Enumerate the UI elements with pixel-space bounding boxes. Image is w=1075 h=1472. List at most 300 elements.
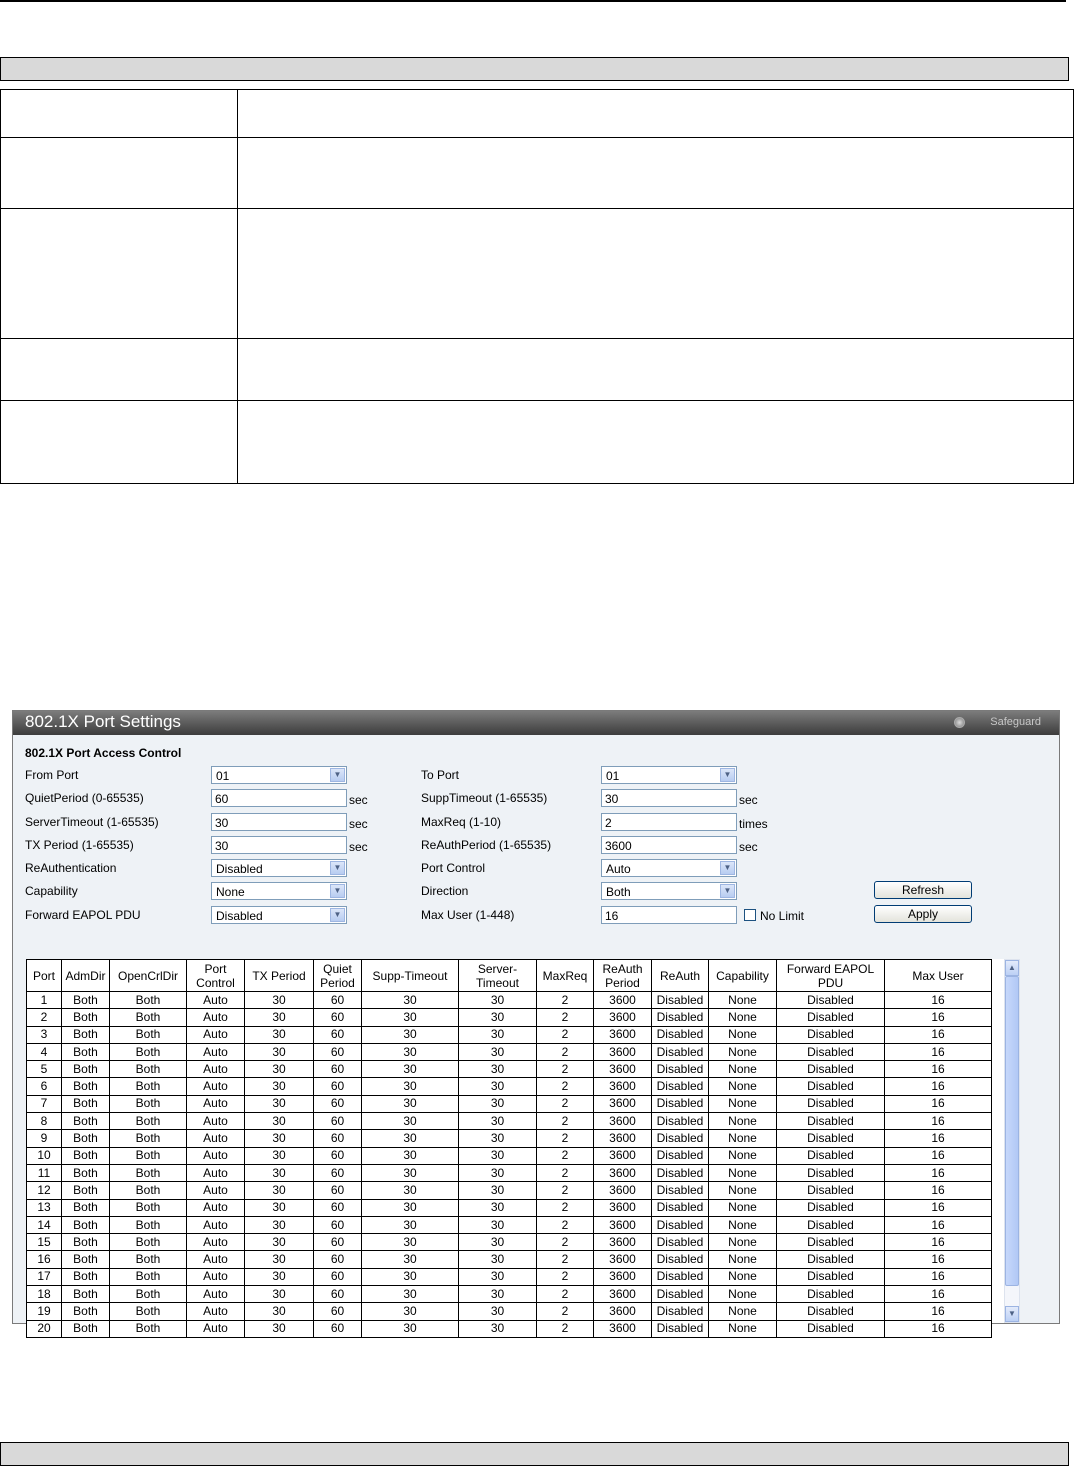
table-cell: Auto (187, 1303, 245, 1320)
table-cell: 15 (27, 1234, 62, 1251)
table-cell: Both (110, 1078, 187, 1095)
table-row[interactable] (27, 1320, 992, 1337)
table-cell: 2 (27, 1009, 62, 1026)
table-cell: Disabled (777, 1199, 885, 1216)
table-cell: Disabled (652, 1130, 709, 1147)
table-cell: Disabled (777, 1164, 885, 1181)
from-port-label: From Port (25, 768, 79, 782)
table-cell: 2 (537, 1320, 594, 1337)
table-cell: 11 (27, 1164, 62, 1181)
table-cell: 2 (537, 1061, 594, 1078)
table-cell: 3600 (594, 1251, 652, 1268)
table-cell: 30 (459, 1043, 537, 1060)
col-header: OpenCrlDir (110, 960, 187, 992)
table-cell: None (709, 1113, 777, 1130)
table-cell: 30 (459, 1130, 537, 1147)
scroll-down-icon[interactable]: ▼ (1005, 1306, 1019, 1322)
table-cell: 16 (885, 1147, 992, 1164)
table-cell: 30 (245, 1286, 314, 1303)
table-cell: Both (62, 1199, 110, 1216)
table-cell: Auto (187, 1199, 245, 1216)
table-cell: Both (62, 1251, 110, 1268)
table-cell: None (709, 992, 777, 1009)
table-cell: 30 (362, 1303, 459, 1320)
server-timeout-label: ServerTimeout (1-65535) (25, 815, 159, 829)
table-cell: Disabled (652, 1147, 709, 1164)
quiet-period-unit: sec (349, 793, 368, 807)
table-cell: None (709, 1251, 777, 1268)
table-cell: Both (110, 1009, 187, 1026)
forward-eapol-label: Forward EAPOL PDU (25, 908, 141, 922)
quiet-period-label: QuietPeriod (0-65535) (25, 791, 144, 805)
table-cell: Both (62, 1078, 110, 1095)
table-cell: 30 (245, 1061, 314, 1078)
table-cell: 3600 (594, 992, 652, 1009)
table-cell: 30 (362, 1095, 459, 1112)
table-cell: 30 (245, 1026, 314, 1043)
table-cell: Disabled (777, 1026, 885, 1043)
supp-timeout-input[interactable]: 30 (601, 789, 737, 807)
panel-body (14, 735, 1058, 1336)
reauth-period-input[interactable]: 3600 (601, 836, 737, 854)
table-cell: 16 (885, 1130, 992, 1147)
table-cell: Disabled (652, 1286, 709, 1303)
table-cell: Both (110, 1043, 187, 1060)
max-req-input[interactable]: 2 (601, 813, 737, 831)
table-cell: 30 (245, 1113, 314, 1130)
table-scrollbar[interactable] (1004, 959, 1020, 1323)
port-table (26, 959, 992, 1338)
table-cell: None (709, 1303, 777, 1320)
section-title: 802.1X Port Access Control (25, 746, 182, 760)
col-header: Port (27, 960, 62, 992)
table-cell: 30 (245, 1268, 314, 1285)
table-cell: Both (110, 1216, 187, 1233)
table-cell: Both (110, 1113, 187, 1130)
table-cell: Disabled (652, 1216, 709, 1233)
to-port-select[interactable]: 01 ▼ (601, 766, 737, 784)
table-cell: Both (62, 1182, 110, 1199)
table-cell: Disabled (777, 1182, 885, 1199)
table-cell: Disabled (652, 1234, 709, 1251)
supp-timeout-unit: sec (739, 793, 758, 807)
col-header: Port Control (187, 960, 245, 992)
table-cell: 16 (885, 1199, 992, 1216)
table-cell: None (709, 1164, 777, 1181)
table-cell: Both (110, 1182, 187, 1199)
max-user-input[interactable]: 16 (601, 906, 737, 924)
table-cell: Both (110, 1130, 187, 1147)
table-row[interactable] (27, 1009, 992, 1026)
bottom-header-bar (0, 1442, 1069, 1466)
port-settings-panel (12, 710, 1060, 1336)
table-cell: None (709, 1216, 777, 1233)
table-cell: 30 (459, 1199, 537, 1216)
table-row[interactable] (27, 1251, 992, 1268)
no-limit-label: No Limit (760, 909, 805, 923)
max-user-label: Max User (1-448) (421, 908, 515, 922)
table-cell: 2 (537, 1078, 594, 1095)
table-cell: 60 (314, 1078, 362, 1095)
table-cell: 30 (362, 1199, 459, 1216)
table-cell: Disabled (777, 1130, 885, 1147)
table-cell: Disabled (777, 1043, 885, 1060)
table-cell: 2 (537, 1268, 594, 1285)
table-cell: 30 (245, 1009, 314, 1026)
table-cell: 16 (885, 1043, 992, 1060)
table-cell: 16 (885, 1182, 992, 1199)
table-row[interactable] (27, 1182, 992, 1199)
table-cell: 3600 (594, 1147, 652, 1164)
table-cell: 30 (245, 1164, 314, 1181)
table-cell: 16 (27, 1251, 62, 1268)
col-header: MaxReq (537, 960, 594, 992)
table-cell: 3600 (594, 1026, 652, 1043)
table-cell: None (709, 1147, 777, 1164)
table-cell: 30 (362, 1026, 459, 1043)
table-cell: 16 (885, 1095, 992, 1112)
table-cell: 60 (314, 1095, 362, 1112)
to-port-label: To Port (421, 768, 460, 782)
table-row[interactable] (27, 1234, 992, 1251)
table-body (27, 992, 992, 1338)
table-cell: Auto (187, 1130, 245, 1147)
table-row[interactable] (27, 1147, 992, 1164)
table-cell: 60 (314, 1061, 362, 1078)
table-cell: 1 (27, 992, 62, 1009)
table-cell: Both (110, 1061, 187, 1078)
table-cell: 30 (459, 1113, 537, 1130)
table-row[interactable] (27, 1199, 992, 1216)
table-cell: Disabled (652, 1251, 709, 1268)
table-cell: 30 (245, 1251, 314, 1268)
table-cell: 60 (314, 1026, 362, 1043)
chevron-down-icon: ▼ (330, 884, 345, 898)
table-cell: 30 (245, 1234, 314, 1251)
table-cell: Disabled (652, 1320, 709, 1337)
table-cell: 2 (537, 992, 594, 1009)
direction-label: Direction (421, 884, 469, 898)
table-cell: Disabled (652, 1164, 709, 1181)
table-cell: Disabled (777, 1251, 885, 1268)
table-cell: 16 (885, 1286, 992, 1303)
table-cell: 30 (362, 1268, 459, 1285)
table-cell: Both (110, 1234, 187, 1251)
table-cell: Disabled (777, 1320, 885, 1337)
table-cell: Disabled (777, 1113, 885, 1130)
table-cell: 16 (885, 1234, 992, 1251)
table-cell: Auto (187, 1164, 245, 1181)
chevron-down-icon: ▼ (720, 884, 735, 898)
table-cell: 30 (459, 1216, 537, 1233)
table-cell: 2 (537, 1130, 594, 1147)
table-cell: 60 (314, 1303, 362, 1320)
table-cell: 6 (27, 1078, 62, 1095)
table-cell: 16 (885, 1303, 992, 1320)
table-cell: 2 (537, 1199, 594, 1216)
port-table-viewport (26, 959, 1004, 1336)
table-cell: Auto (187, 992, 245, 1009)
table-cell: 3600 (594, 1234, 652, 1251)
table-cell: 30 (459, 1286, 537, 1303)
chevron-down-icon: ▼ (720, 768, 735, 782)
table-cell: 3600 (594, 1199, 652, 1216)
table-cell: 14 (27, 1216, 62, 1233)
table-cell: 2 (537, 1164, 594, 1181)
reauth-period-unit: sec (739, 840, 758, 854)
table-cell: 3600 (594, 1303, 652, 1320)
table-cell: Both (110, 1164, 187, 1181)
table-cell: None (709, 1009, 777, 1026)
table-cell: Both (110, 1286, 187, 1303)
col-header: Capability (709, 960, 777, 992)
table-row[interactable] (27, 1164, 992, 1181)
table-cell: 16 (885, 1113, 992, 1130)
forward-eapol-select[interactable]: Disabled ▼ (211, 906, 347, 924)
table-cell: 60 (314, 1199, 362, 1216)
tx-period-input[interactable]: 30 (211, 836, 347, 854)
table-cell: 30 (362, 1251, 459, 1268)
table-cell: 30 (362, 1320, 459, 1337)
col-header: ReAuth (652, 960, 709, 992)
col-header: Server- Timeout (459, 960, 537, 992)
table-cell: 3600 (594, 1286, 652, 1303)
refresh-button[interactable]: Refresh (874, 881, 972, 899)
table-cell: Disabled (777, 1095, 885, 1112)
table-cell: 30 (362, 1216, 459, 1233)
max-req-unit: times (739, 817, 768, 831)
scroll-thumb[interactable] (1005, 976, 1019, 1286)
table-cell: Both (62, 1303, 110, 1320)
table-cell: Auto (187, 1234, 245, 1251)
table-row[interactable] (27, 1130, 992, 1147)
table-cell: 30 (459, 1009, 537, 1026)
col-header: Forward EAPOL PDU (777, 960, 885, 992)
panel-header (13, 711, 1059, 735)
table-row[interactable] (27, 1095, 992, 1112)
table-cell: 2 (537, 1234, 594, 1251)
table-cell: Both (110, 1199, 187, 1216)
table-cell: 30 (245, 1199, 314, 1216)
table-cell: Auto (187, 1043, 245, 1060)
table-cell: 30 (245, 1216, 314, 1233)
table-cell: 30 (362, 1164, 459, 1181)
table-cell: None (709, 1182, 777, 1199)
direction-select[interactable]: Both ▼ (601, 882, 737, 900)
table-row[interactable] (27, 1286, 992, 1303)
table-cell: 3600 (594, 1268, 652, 1285)
table-cell: Both (62, 1061, 110, 1078)
col-header: AdmDir (62, 960, 110, 992)
table-cell: Both (62, 1286, 110, 1303)
table-cell: Auto (187, 1078, 245, 1095)
table-cell: Disabled (777, 1147, 885, 1164)
table-cell: Auto (187, 1320, 245, 1337)
table-cell: Disabled (652, 992, 709, 1009)
table-cell: 30 (362, 1043, 459, 1060)
table-cell: 2 (537, 1216, 594, 1233)
table-cell: 3600 (594, 1182, 652, 1199)
table-row[interactable] (27, 1113, 992, 1130)
quiet-period-input[interactable]: 60 (211, 789, 347, 807)
table-cell: 16 (885, 1320, 992, 1337)
table-cell: 2 (537, 1043, 594, 1060)
table-row[interactable] (27, 1061, 992, 1078)
table-cell: 60 (314, 1009, 362, 1026)
table-cell: 60 (314, 1268, 362, 1285)
table-cell: Auto (187, 1113, 245, 1130)
table-cell: Disabled (652, 1268, 709, 1285)
server-timeout-input[interactable]: 30 (211, 813, 347, 831)
table-cell: Auto (187, 1268, 245, 1285)
table-cell: 18 (27, 1286, 62, 1303)
tx-period-unit: sec (349, 840, 368, 854)
table-cell: Both (62, 992, 110, 1009)
table-cell: Disabled (777, 1078, 885, 1095)
server-timeout-unit: sec (349, 817, 368, 831)
capability-label: Capability (25, 884, 78, 898)
table-cell: Disabled (652, 1113, 709, 1130)
table-cell: 9 (27, 1130, 62, 1147)
table-cell: 30 (245, 1303, 314, 1320)
table-cell: 20 (27, 1320, 62, 1337)
table-cell: Auto (187, 1251, 245, 1268)
capability-select[interactable]: None ▼ (211, 882, 347, 900)
table-cell: 30 (459, 992, 537, 1009)
table-row[interactable] (27, 992, 992, 1009)
scroll-up-icon[interactable]: ▲ (1005, 960, 1019, 976)
table-cell: Both (110, 1320, 187, 1337)
table-cell: None (709, 1199, 777, 1216)
table-cell: Both (62, 1130, 110, 1147)
table-cell: 16 (885, 1078, 992, 1095)
table-cell: None (709, 1234, 777, 1251)
table-cell: Auto (187, 1095, 245, 1112)
table-cell: Disabled (777, 1216, 885, 1233)
table-cell: 30 (459, 1061, 537, 1078)
chevron-down-icon: ▼ (330, 908, 345, 922)
table-cell: 60 (314, 1216, 362, 1233)
table-cell: Auto (187, 1026, 245, 1043)
table-row[interactable] (27, 1043, 992, 1060)
table-cell: Both (62, 1320, 110, 1337)
table-cell: 8 (27, 1113, 62, 1130)
col-header: Max User (885, 960, 992, 992)
table-cell: None (709, 1268, 777, 1285)
table-cell: 3600 (594, 1130, 652, 1147)
table-cell: None (709, 1095, 777, 1112)
table-cell: Disabled (777, 1009, 885, 1026)
table-cell: None (709, 1320, 777, 1337)
table-cell: 30 (245, 1043, 314, 1060)
table-cell: 16 (885, 1251, 992, 1268)
table-row[interactable] (27, 1216, 992, 1233)
reauthentication-select[interactable]: Disabled ▼ (211, 859, 347, 877)
table-cell: Both (62, 1009, 110, 1026)
table-cell: 19 (27, 1303, 62, 1320)
table-cell: Disabled (652, 1199, 709, 1216)
table-cell: 30 (245, 1130, 314, 1147)
table-cell: 3 (27, 1026, 62, 1043)
from-port-select[interactable]: 01 ▼ (211, 766, 347, 784)
table-cell: 3600 (594, 1061, 652, 1078)
table-cell: Disabled (652, 1009, 709, 1026)
table-cell: 60 (314, 1286, 362, 1303)
table-cell: 60 (314, 1182, 362, 1199)
table-cell: 3600 (594, 1009, 652, 1026)
table-cell: 30 (245, 1320, 314, 1337)
apply-button[interactable]: Apply (874, 905, 972, 923)
table-cell: None (709, 1043, 777, 1060)
reauth-period-label: ReAuthPeriod (1-65535) (421, 838, 552, 852)
table-cell: 7 (27, 1095, 62, 1112)
table-cell: Disabled (652, 1303, 709, 1320)
table-cell: 3600 (594, 1095, 652, 1112)
table-cell: 30 (362, 1147, 459, 1164)
table-cell: 30 (245, 1147, 314, 1164)
table-row[interactable] (27, 1303, 992, 1320)
table-cell: 30 (459, 1164, 537, 1181)
table-cell: Auto (187, 1182, 245, 1199)
table-cell: 30 (459, 1182, 537, 1199)
table-cell: None (709, 1130, 777, 1147)
port-control-select[interactable]: Auto ▼ (601, 859, 737, 877)
panel-title: 802.1X Port Settings (25, 712, 181, 731)
table-row[interactable] (27, 1268, 992, 1285)
table-cell: 2 (537, 1009, 594, 1026)
table-cell: 2 (537, 1286, 594, 1303)
table-header-row (27, 960, 992, 992)
table-cell: Both (62, 1113, 110, 1130)
table-cell: 30 (362, 1182, 459, 1199)
table-cell: 3600 (594, 1078, 652, 1095)
table-cell: 30 (459, 1078, 537, 1095)
table-cell: 5 (27, 1061, 62, 1078)
table-cell: 30 (459, 1147, 537, 1164)
table-cell: 2 (537, 1251, 594, 1268)
table-cell: 60 (314, 1320, 362, 1337)
table-cell: Both (110, 1268, 187, 1285)
table-cell: Both (110, 1251, 187, 1268)
table-cell: 3600 (594, 1113, 652, 1130)
table-cell: 30 (362, 1130, 459, 1147)
table-row[interactable] (27, 1026, 992, 1043)
table-cell: 30 (245, 992, 314, 1009)
table-cell: Disabled (652, 1095, 709, 1112)
no-limit-checkbox[interactable] (744, 909, 756, 921)
table-cell: None (709, 1061, 777, 1078)
table-cell: Disabled (777, 992, 885, 1009)
table-cell: 2 (537, 1147, 594, 1164)
port-control-label: Port Control (421, 861, 486, 875)
col-header: TX Period (245, 960, 314, 992)
table-row[interactable] (27, 1078, 992, 1095)
safeguard-icon (954, 717, 965, 728)
table-header-bar (0, 57, 1069, 81)
table-cell: 30 (362, 1286, 459, 1303)
chevron-down-icon: ▼ (330, 861, 345, 875)
table-cell: 30 (362, 1113, 459, 1130)
table-cell: Disabled (777, 1303, 885, 1320)
table-cell: Disabled (777, 1234, 885, 1251)
table-cell: Both (62, 1147, 110, 1164)
table-cell: Both (110, 1026, 187, 1043)
table-cell: 16 (885, 1009, 992, 1026)
table-cell: 16 (885, 1216, 992, 1233)
supp-timeout-label: SuppTimeout (1-65535) (421, 791, 548, 805)
table-cell: 60 (314, 1130, 362, 1147)
table-cell: Disabled (777, 1061, 885, 1078)
